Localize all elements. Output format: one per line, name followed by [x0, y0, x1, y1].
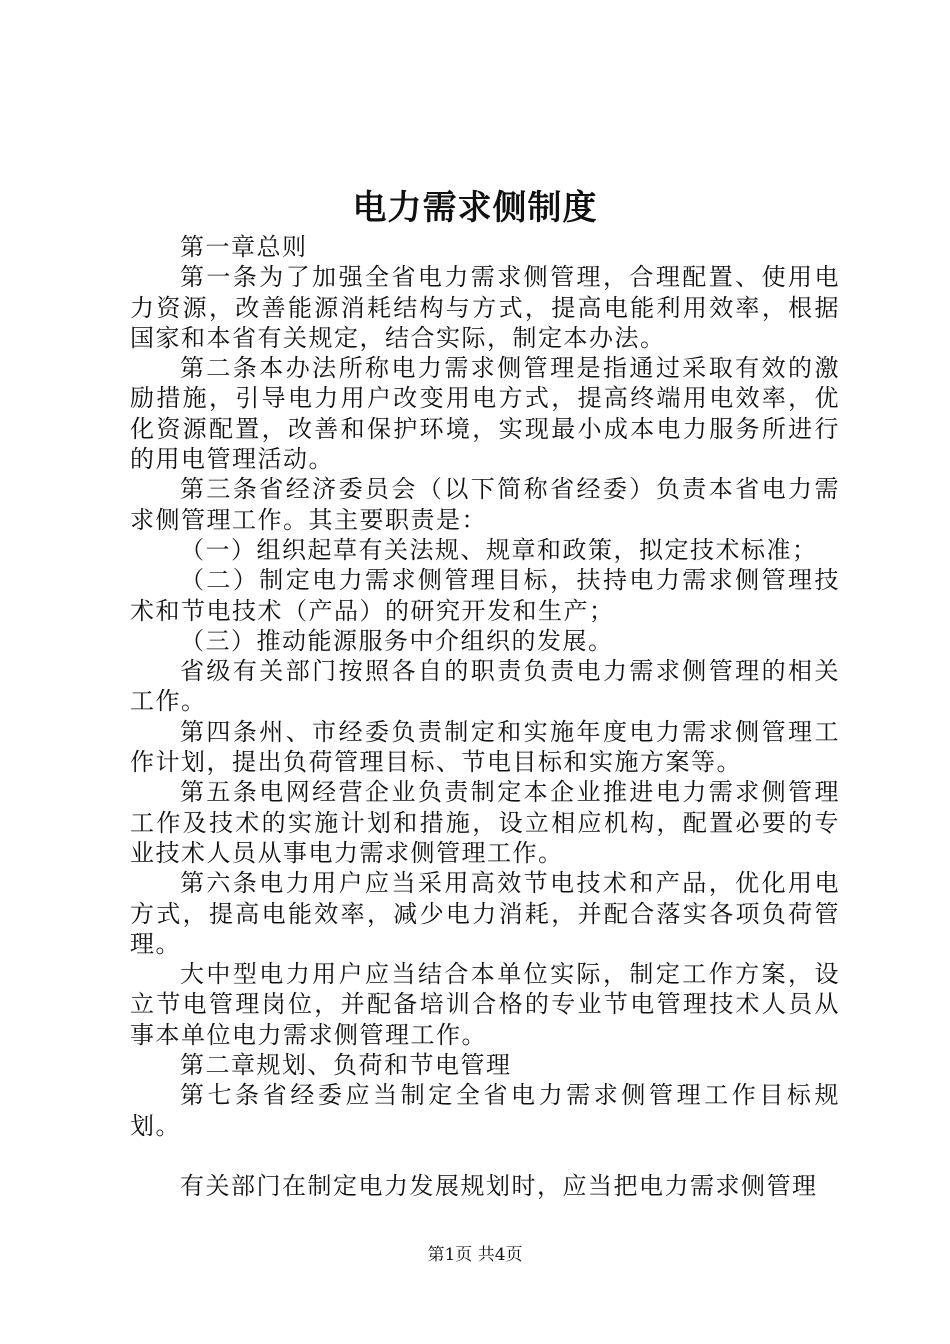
paragraph: 有关部门在制定电力发展规划时，应当把电力需求侧管理 [180, 1171, 818, 1200]
document-body [130, 232, 840, 1201]
paragraph: 第七条省经委应当制定全省电力需求侧管理工作目标规划。 [130, 1081, 840, 1140]
chapter-heading: 第二章规划、负荷和节电管理 [180, 1051, 512, 1080]
document-title: 电力需求侧制度 [352, 188, 598, 228]
paragraph: 第三条省经济委员会（以下简称省经委）负责本省电力需求侧管理工作。其主要职责是： [130, 475, 840, 534]
page-footer: 第1页 共4页 [427, 1245, 523, 1265]
paragraph: 第六条电力用户应当采用高效节电技术和产品，优化用电方式，提高电能效率，减少电力消耗，并配合落实各项负荷管理。 [130, 869, 840, 958]
list-item: （二）制定电力需求侧管理目标，扶持电力需求侧管理技术和节电技术（产品）的研究开发和生产； [130, 566, 840, 625]
chapter-heading: 第一章总则 [180, 233, 308, 261]
list-item: （一）组织起草有关法规、规章和政策，拟定技术标准； [180, 535, 818, 564]
paragraph: 第二条本办法所称电力需求侧管理是指通过采取有效的激励措施，引导电力用户改变用电方式，提高终端用电效率，优化资源配置，改善和保护环境，实现最小成本电力服务所进行的用电管理活动。 [130, 354, 840, 474]
paragraph: 第四条州、市经委负责制定和实施年度电力需求侧管理工作计划，提出负荷管理目标、节电目标和实施方案等。 [130, 717, 840, 777]
list-item: （三）推动能源服务中介组织的发展。 [180, 626, 614, 655]
paragraph: 第一条为了加强全省电力需求侧管理，合理配置、使用电力资源，改善能源消耗结构与方式，提高电能利用效率，根据国家和本省有关规定，结合实际，制定本办法。 [130, 263, 840, 352]
paragraph: 第五条电网经营企业负责制定本企业推进电力需求侧管理工作及技术的实施计划和措施，设立相应机构，配置必要的专业技术人员从事电力需求侧管理工作。 [130, 778, 840, 867]
paragraph: 省级有关部门按照各自的职责负责电力需求侧管理的相关工作。 [130, 657, 840, 716]
paragraph: 大中型电力用户应当结合本单位实际，制定工作方案，设立节电管理岗位，并配备培训合格的专业节电管理技术人员从事本单位电力需求侧管理工作。 [130, 960, 840, 1049]
